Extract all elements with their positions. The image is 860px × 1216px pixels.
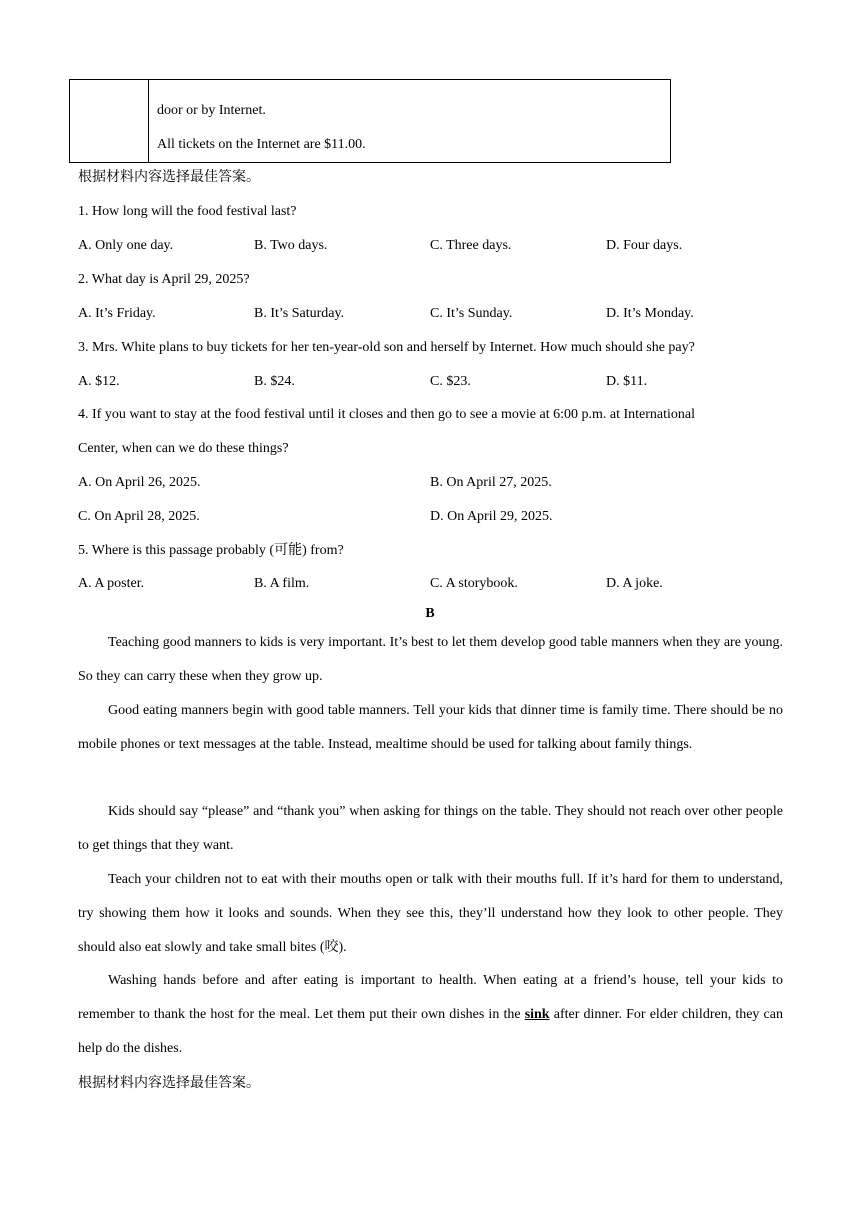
paragraph-5 <box>78 964 783 1066</box>
q4-option-b: B. On April 27, 2025. <box>430 475 552 490</box>
q2-option-b: B. It’s Saturday. <box>254 306 345 321</box>
question-4-line-2: Center, when can we do these things? <box>78 441 289 456</box>
q3-option-d: D. $11. <box>606 374 648 389</box>
q5-option-b: B. A film. <box>254 576 310 591</box>
table-text-line-1: door or by Internet. <box>157 103 266 118</box>
q2-option-a: A. It’s Friday. <box>78 306 156 321</box>
q2-option-d: D. It’s Monday. <box>606 306 694 321</box>
info-table-fragment <box>69 79 671 163</box>
instruction-a: 根据材料内容选择最佳答案。 <box>78 170 260 185</box>
paragraph-5-text-before: Washing hands before and after eating is important to health. When eating at a friend’s house, tell your kids to remember to thank the host for the meal. Let them put their own dishes in the <box>78 973 783 1022</box>
q5-option-a: A. A poster. <box>78 576 145 591</box>
section-b-title: B <box>425 606 435 621</box>
paragraph-2: Good eating manners begin with good table manners. Tell your kids that dinner time is family time. There should be no mobile phones or text messages at the table. Instead, mealtime should be used for talking about family things. <box>78 703 783 752</box>
q5-option-d: D. A joke. <box>606 576 663 591</box>
table-left-cell <box>70 80 149 163</box>
question-5: 5. Where is this passage probably (可能) from? <box>78 543 344 558</box>
table-right-cell <box>149 80 671 163</box>
q3-option-c: C. $23. <box>430 374 471 389</box>
q4-option-c: C. On April 28, 2025. <box>78 509 200 524</box>
q5-option-c: C. A storybook. <box>430 576 518 591</box>
question-4-line-1: 4. If you want to stay at the food festival until it closes and then go to see a movie at 6:00 p.m. at International <box>78 407 696 422</box>
q1-option-d: D. Four days. <box>606 238 683 253</box>
q4-option-a: A. On April 26, 2025. <box>78 475 201 490</box>
q4-option-d: D. On April 29, 2025. <box>430 509 553 524</box>
keyword-sink: sink <box>524 1007 550 1022</box>
question-3: 3. Mrs. White plans to buy tickets for her ten-year-old son and herself by Internet. How much should she pay? <box>78 340 695 355</box>
paragraph-5-text-after: after dinner. For elder children, they can help do the dishes. <box>78 1007 783 1056</box>
table-text-line-2: All tickets on the Internet are $11.00. <box>157 137 366 152</box>
q3-option-a: A. $12. <box>78 374 120 389</box>
paragraph-1: Teaching good manners to kids is very important. It’s best to let them develop good table manners when they are young. So they can carry these when they grow up. <box>78 635 783 684</box>
q1-option-c: C. Three days. <box>430 238 512 253</box>
q3-option-b: B. $24. <box>254 374 295 389</box>
q1-option-b: B. Two days. <box>254 238 328 253</box>
q2-option-c: C. It’s Sunday. <box>430 306 513 321</box>
instruction-b: 根据材料内容选择最佳答案。 <box>78 1076 260 1091</box>
question-1: 1. How long will the food festival last? <box>78 204 297 219</box>
paragraph-4: Teach your children not to eat with their mouths open or talk with their mouths full. If it’s hard for them to understand, try showing them how it looks and sounds. When they see this, they’ll understand how they look to other people. They should also eat slowly and take small bites (咬). <box>78 872 783 955</box>
question-2: 2. What day is April 29, 2025? <box>78 272 250 287</box>
q1-option-a: A. Only one day. <box>78 238 174 253</box>
paragraph-3: Kids should say “please” and “thank you” when asking for things on the table. They should not reach over other people to get things that they want. <box>78 804 783 853</box>
